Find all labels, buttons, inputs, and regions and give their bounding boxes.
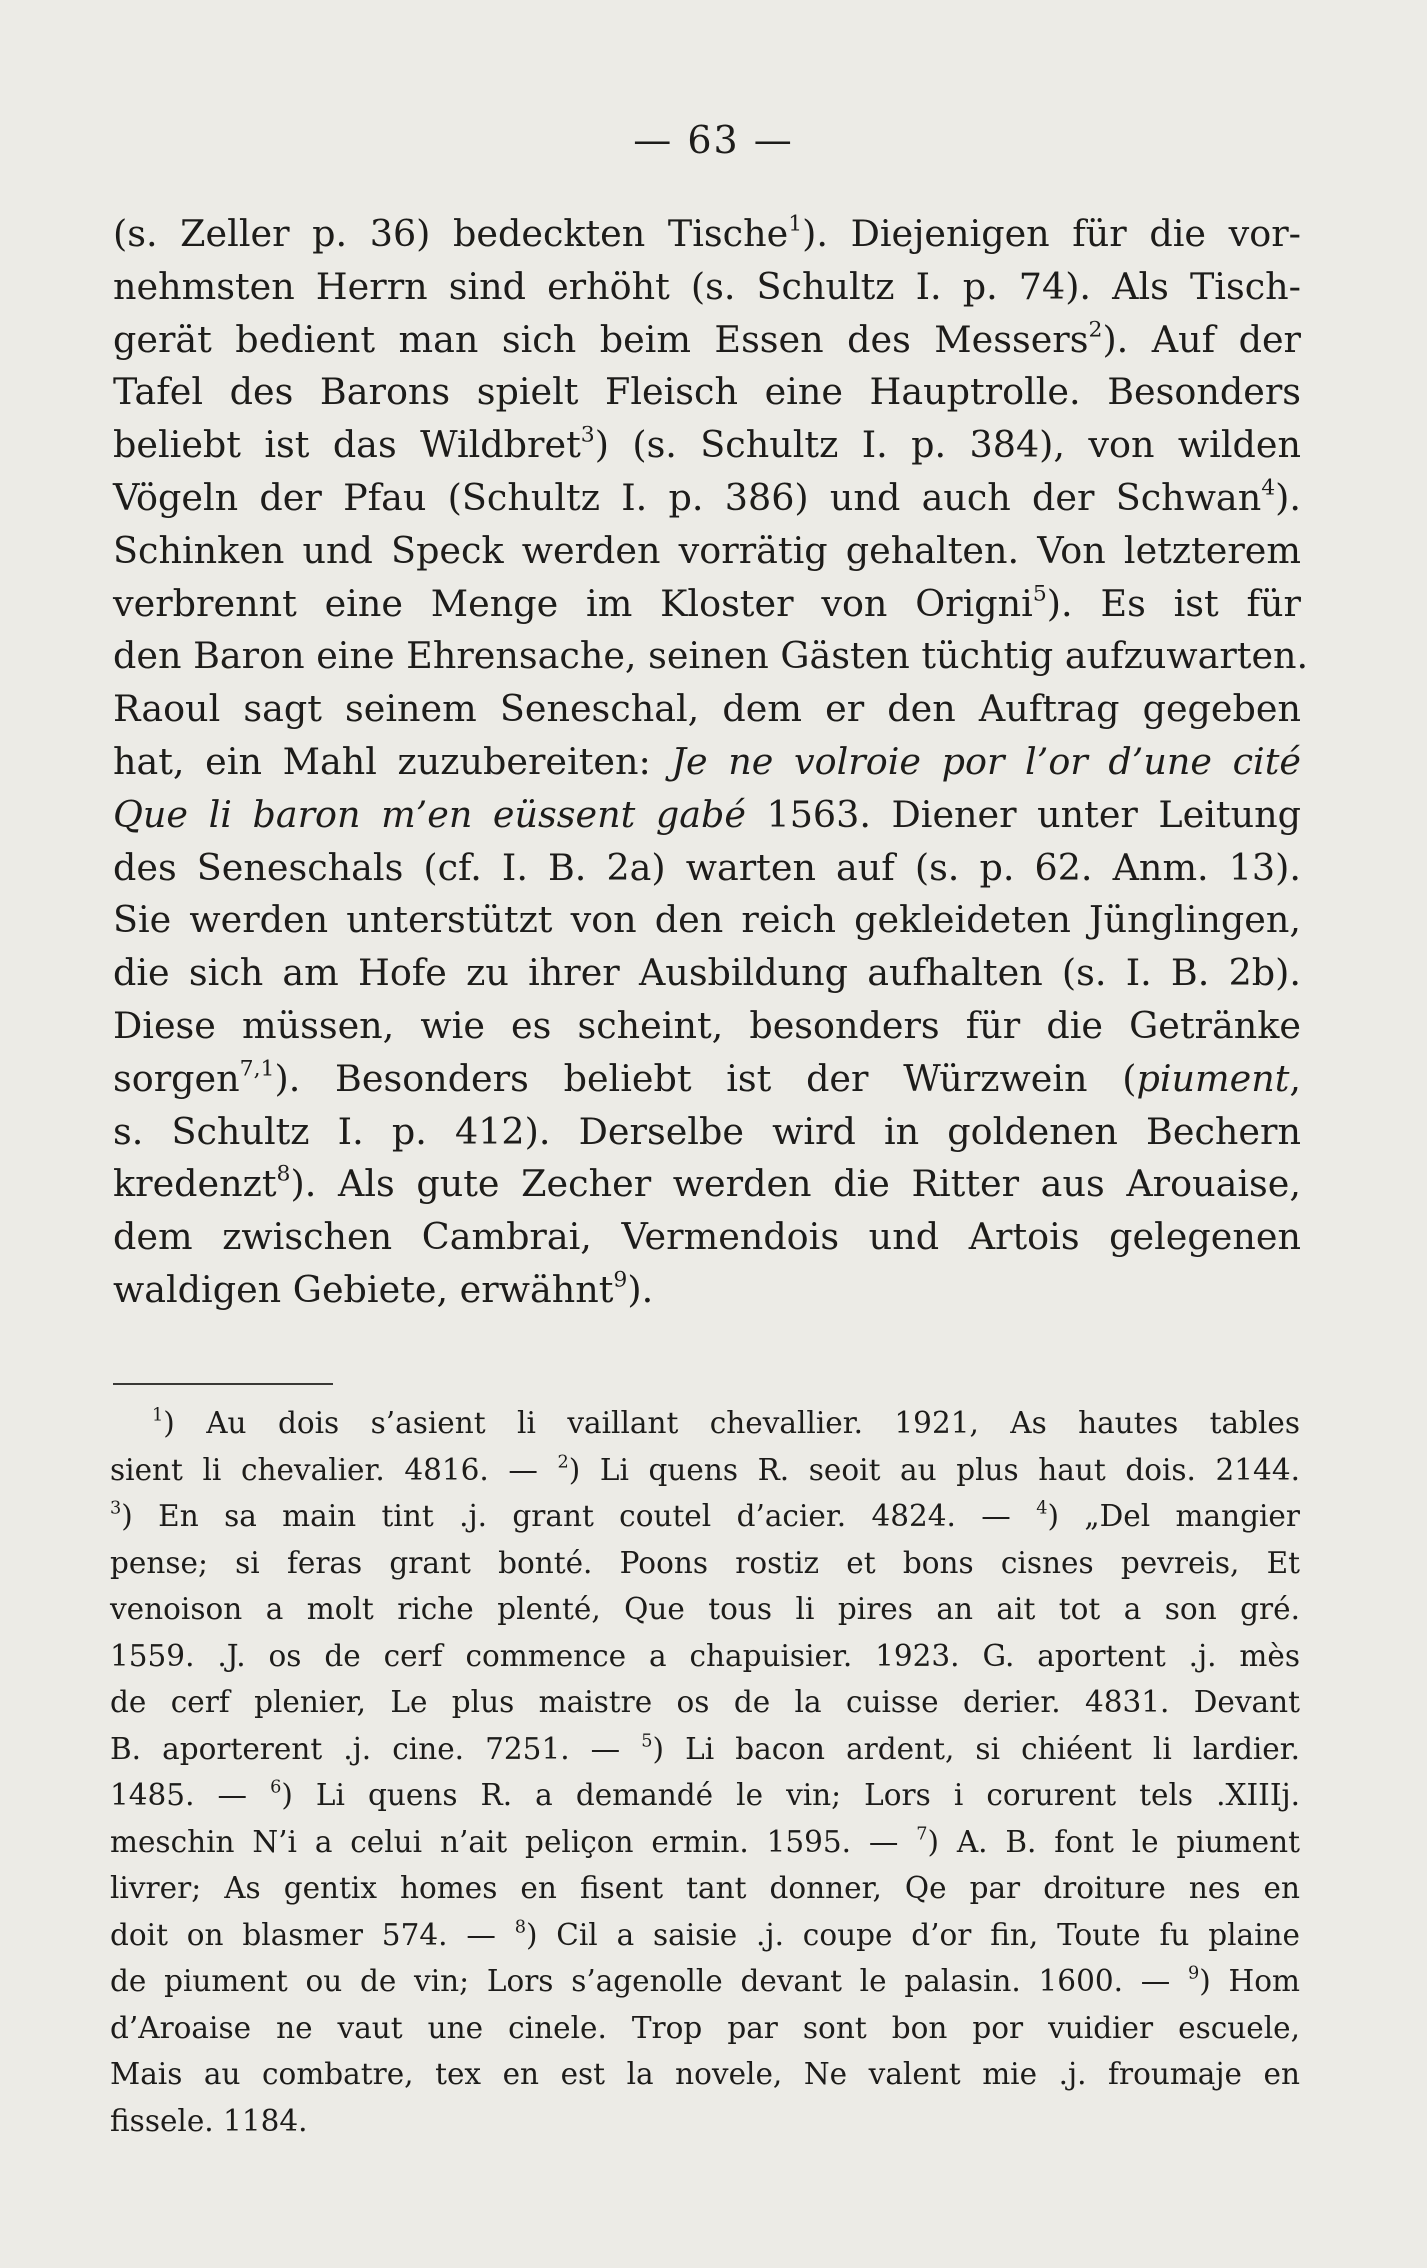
footnote-line	[110, 1493, 1300, 1540]
footnote-line	[110, 2098, 1300, 2145]
text-segment: 1485. —	[110, 1778, 271, 1812]
body-line	[113, 842, 1301, 895]
body-line	[113, 525, 1301, 578]
text-segment: ) A. B. font le piument	[927, 1824, 1300, 1859]
text-segment: kredenzt	[113, 1162, 277, 1206]
quote-text: piument	[1136, 1056, 1290, 1100]
footnote-line	[110, 1772, 1300, 1819]
footnote-line	[110, 2005, 1300, 2052]
footnote-line	[110, 1819, 1300, 1866]
footnote-marker: 4	[1261, 475, 1276, 501]
footnote-marker: 3	[110, 1498, 122, 1519]
footnote-marker: 2	[1088, 317, 1103, 343]
text-segment: beliebt ist das Wildbret	[113, 423, 581, 467]
text-segment: 1559. .J. os de cerf commence a chapuisier. 1923. G. aportent .j. mès	[110, 1638, 1300, 1673]
text-segment: meschin N’i a celui n’ait peliçon ermin. 1595. —	[110, 1824, 917, 1859]
text-segment: Tafel des Barons spielt Fleisch eine Hauptrolle. Besonders	[113, 370, 1301, 414]
body-line	[113, 1106, 1301, 1159]
footnote-marker: 4	[1036, 1498, 1048, 1519]
text-segment: Sie werden unterstützt von den reich gekleideten Jünglingen,	[113, 898, 1301, 942]
footnote-line	[110, 1865, 1300, 1912]
text-segment: ). Besonders beliebt ist der Würzwein (	[274, 1056, 1137, 1100]
text-segment: waldigen Gebiete, erwähnt	[113, 1267, 614, 1311]
text-segment: Diese müssen, wie es scheint, besonders für die Getränke	[113, 1003, 1301, 1047]
footnote-marker: 9	[613, 1267, 628, 1293]
text-segment: d’Aroaise ne vaut une cinele. Trop par sont bon por vuidier escuele,	[110, 2010, 1300, 2045]
text-segment: gerät bedient man sich beim Essen des Messers	[113, 317, 1089, 361]
footnote-marker: 7,1	[239, 1056, 275, 1082]
text-segment: hat, ein Mahl zuzubereiten:	[113, 739, 672, 783]
footnote-line	[110, 1958, 1300, 2005]
footnote-marker: 7	[916, 1824, 928, 1845]
body-line	[113, 630, 1309, 683]
quote-text: Je ne volroie por l’or d’une cité	[671, 739, 1301, 783]
body-line	[113, 261, 1301, 314]
text-segment: ) Li bacon ardent, si chiéent li lardier.	[652, 1731, 1301, 1766]
footnote-marker: 3	[580, 422, 595, 448]
footnote-marker: 8	[276, 1162, 291, 1188]
footnote-rule	[113, 1383, 333, 1385]
text-segment: ) Li quens R. seoit au plus haut dois. 2144.	[568, 1452, 1300, 1487]
footnote-line	[110, 1912, 1300, 1959]
text-segment: ,	[1289, 1056, 1301, 1100]
text-segment: ).	[1275, 475, 1301, 519]
text-segment: ) „Del mangier	[1047, 1499, 1300, 1533]
footnote-marker: 1	[152, 1405, 164, 1426]
body-line	[113, 894, 1301, 947]
body-line	[113, 208, 1301, 261]
text-segment: ).	[627, 1267, 654, 1311]
footnote-marker: 8	[514, 1917, 526, 1938]
text-segment: de piument ou de vin; Lors s’agenolle devant le palasin. 1600. —	[110, 1964, 1188, 1998]
footnote-line	[110, 1400, 1300, 1447]
text-segment: pense; si feras grant bonté. Poons rostiz et bons cisnes pevreis, Et	[110, 1545, 1300, 1580]
page-number: — 63 —	[633, 118, 794, 162]
body-line	[113, 1264, 1301, 1317]
body-line	[113, 1211, 1301, 1264]
text-segment: Raoul sagt seinem Seneschal, dem er den Auftrag gegeben	[113, 687, 1301, 731]
body-line	[113, 947, 1301, 1000]
quote-text: Que li baron m’en eüssent gabé	[113, 792, 746, 836]
body-line	[113, 472, 1301, 525]
footnote-line	[110, 1633, 1300, 1680]
body-line	[113, 578, 1301, 631]
text-segment: doit on blasmer 574. —	[110, 1917, 515, 1952]
text-segment: ) (s. Schultz I. p. 384), von wilden	[594, 423, 1301, 467]
footnote-marker: 5	[641, 1731, 653, 1752]
footnote-marker: 1	[788, 211, 803, 237]
text-segment: Vögeln der Pfau (Schultz I. p. 386) und auch der Schwan	[113, 475, 1262, 519]
main-text	[113, 208, 1309, 1317]
body-line	[113, 419, 1301, 472]
text-segment: verbrennt eine Menge im Kloster von Origni	[113, 581, 1033, 625]
text-segment: sorgen	[113, 1056, 240, 1100]
text-segment: livrer; As gentix homes en fisent tant donner, Qe par droiture nes en	[110, 1871, 1300, 1905]
body-line	[113, 683, 1301, 736]
text-segment: sient li chevalier. 4816. —	[110, 1452, 558, 1487]
text-segment: den Baron eine Ehrensache, seinen Gästen tüchtig aufzuwarten.	[113, 634, 1309, 678]
body-line	[113, 314, 1301, 367]
text-segment: Schinken und Speck werden vorrätig gehalten. Von letzterem	[113, 528, 1301, 572]
body-line	[113, 789, 1301, 842]
footnote-marker: 2	[557, 1452, 569, 1473]
footnote-line	[110, 1726, 1300, 1773]
text-segment: venoison a molt riche plenté, Que tous li pires an ait tot a son gré.	[110, 1592, 1300, 1626]
text-segment: die sich am Hofe zu ihrer Ausbildung aufhalten (s. I. B. 2b).	[113, 951, 1301, 995]
footnote-line	[110, 2051, 1300, 2098]
footnotes	[110, 1400, 1300, 2144]
body-line	[113, 366, 1301, 419]
text-segment: des Seneschals (cf. I. B. 2a) warten auf (s. p. 62. Anm. 13).	[113, 845, 1301, 889]
text-segment: dem zwischen Cambrai, Vermendois und Artois gelegenen	[113, 1215, 1301, 1259]
text-segment: s. Schultz I. p. 412). Derselbe wird in goldenen Bechern	[113, 1109, 1301, 1153]
text-segment: ) Li quens R. a demandé le vin; Lors i corurent tels .XIIIj.	[281, 1778, 1300, 1812]
text-segment: ) Cil a saisie .j. coupe d’or fin, Toute fu plaine	[525, 1917, 1300, 1952]
footnote-line	[110, 1447, 1300, 1494]
text-segment: fissele. 1184.	[110, 2103, 308, 2138]
text-segment: B. aporterent .j. cine. 7251. —	[110, 1731, 642, 1766]
text-segment: ). Als gute Zecher werden die Ritter aus Arouaise,	[290, 1162, 1301, 1206]
footnote-line	[110, 1586, 1300, 1633]
text-segment: ). Es ist für	[1046, 581, 1301, 625]
footnote-marker: 6	[270, 1777, 282, 1798]
footnote-line	[110, 1679, 1300, 1726]
text-segment: Mais au combatre, tex en est la novele, Ne valent mie .j. froumaje en	[110, 2057, 1300, 2091]
text-segment: ). Auf der	[1102, 317, 1301, 361]
text-segment: ) Hom	[1199, 1964, 1300, 1998]
body-line	[113, 736, 1301, 789]
text-segment: ) Au dois s’asient li vaillant chevallier. 1921, As hautes tables	[163, 1406, 1300, 1440]
body-line	[113, 1158, 1301, 1211]
text-segment: nehmsten Herrn sind erhöht (s. Schultz I. p. 74). Als Tisch-	[113, 264, 1301, 308]
footnote-marker: 9	[1188, 1963, 1200, 1984]
text-segment: (s. Zeller p. 36) bedeckten Tische	[113, 212, 789, 255]
text-segment: ). Diejenigen für die vor-	[802, 212, 1301, 255]
footnote-marker: 5	[1032, 581, 1047, 607]
body-line	[113, 1000, 1301, 1053]
text-segment: ) En sa main tint .j. grant coutel d’acier. 4824. —	[121, 1499, 1037, 1533]
text-segment: 1563. Diener unter Leitung	[745, 792, 1301, 836]
body-line	[113, 1053, 1301, 1106]
footnote-line	[110, 1540, 1300, 1587]
text-segment: de cerf plenier, Le plus maistre os de la cuisse derier. 4831. Devant	[110, 1685, 1300, 1719]
